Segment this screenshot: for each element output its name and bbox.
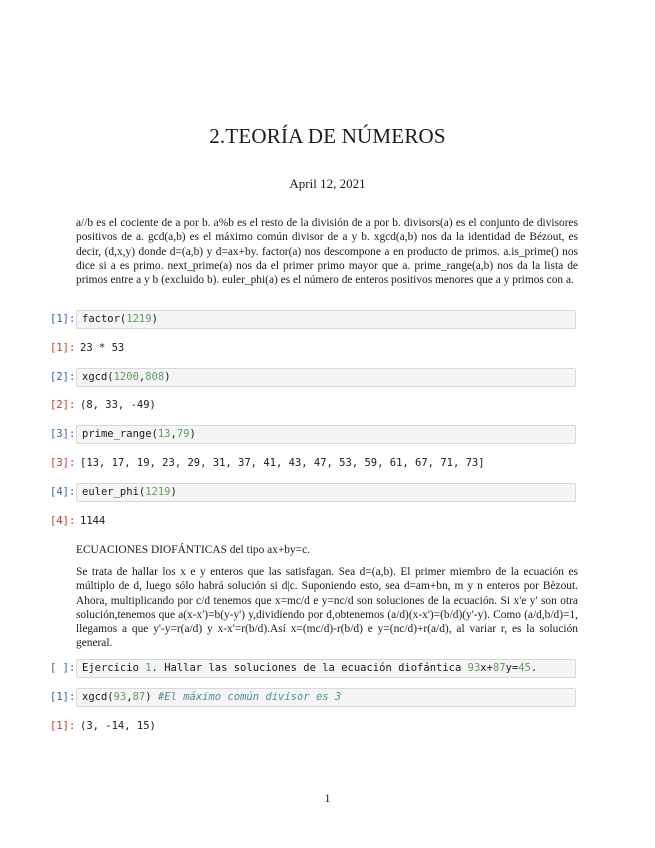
page-title: 2.TEORÍA DE NÚMEROS bbox=[209, 124, 446, 148]
exercise-number: 45 bbox=[518, 662, 531, 674]
code-func: prime_range( bbox=[82, 428, 158, 440]
code-sep: , bbox=[126, 691, 133, 703]
code-number: 1200 bbox=[113, 371, 139, 383]
cell-2-out-prompt: [2]: bbox=[50, 399, 76, 411]
code-func: xgcd( bbox=[82, 691, 114, 703]
intro-paragraph: a//b es el cociente de a por b. a%b es el resto de la división de a por b. divisors(a) es el conjunto de divisores positivos de a. gcd(a,b) es el máximo común divisor de a y b. xgcd(a,b) nos da la identidad de Bézout, es decir, (d,x,y) donde d=(a,b) y d=ax+by. factor(a) nos descompone a en producto de primos. a.is_prime() nos dice si a es primo. next_prime(a) nos da el primer primo mayor que a. prime_range(a,b) nos da la lista de primos entre a y b (excluido b). euler_phi(a) es el número de enteros positivos menores que a y primos con a. bbox=[76, 217, 578, 287]
cell-3-in-prompt: [3]: bbox=[50, 428, 76, 440]
cell-2-input[interactable] bbox=[76, 368, 576, 387]
xgcd-output: (3, -14, 15) bbox=[80, 720, 156, 732]
xgcd-out-prompt: [1]: bbox=[50, 720, 76, 732]
exercise-cell-input[interactable] bbox=[76, 659, 576, 678]
cell-3-out-prompt: [3]: bbox=[50, 457, 76, 469]
cell-1-input[interactable] bbox=[76, 310, 576, 329]
exercise-number: 93 bbox=[467, 662, 481, 674]
code-number: 79 bbox=[176, 428, 190, 440]
code-number: 1219 bbox=[126, 313, 152, 325]
code-func: euler_phi( bbox=[82, 486, 146, 498]
code-close: ) bbox=[151, 313, 158, 325]
cell-2-output: (8, 33, -49) bbox=[80, 399, 156, 411]
code-close: ) bbox=[164, 371, 171, 383]
code-number: 13 bbox=[157, 428, 171, 440]
cell-3-output: [13, 17, 19, 23, 29, 31, 37, 41, 43, 47, 53, 59, 61, 67, 71, 73] bbox=[80, 457, 485, 469]
cell-4-output: 1144 bbox=[80, 515, 106, 527]
exercise-text: . bbox=[530, 662, 538, 674]
code-number: 93 bbox=[113, 691, 127, 703]
page-number: 1 bbox=[324, 793, 331, 805]
code-func: factor( bbox=[82, 313, 127, 325]
section-heading: ECUACIONES DIOFÁNTICAS del tipo ax+by=c. bbox=[76, 544, 311, 556]
code-close: ) bbox=[189, 428, 196, 440]
code-func: xgcd( bbox=[82, 371, 114, 383]
cell-4-in-prompt: [4]: bbox=[50, 486, 76, 498]
code-close: ) bbox=[145, 691, 158, 703]
cell-3-input[interactable] bbox=[76, 425, 576, 444]
code-sep: , bbox=[170, 428, 177, 440]
exercise-text: x+ bbox=[480, 662, 493, 674]
exercise-text: y= bbox=[505, 662, 519, 674]
exercise-text: Ejercicio bbox=[82, 662, 146, 674]
xgcd-cell-input[interactable] bbox=[76, 688, 576, 707]
exercise-text: . Hallar las soluciones de la ecuación diofántica bbox=[151, 662, 468, 674]
xgcd-in-prompt: [1]: bbox=[50, 691, 76, 703]
code-number: 1219 bbox=[145, 486, 171, 498]
cell-1-out-prompt: [1]: bbox=[50, 342, 76, 354]
page-date: April 12, 2021 bbox=[289, 176, 366, 191]
cell-1-in-prompt: [1]: bbox=[50, 313, 76, 325]
exercise-number: 1 bbox=[145, 662, 152, 674]
code-close: ) bbox=[170, 486, 177, 498]
cell-4-out-prompt: [4]: bbox=[50, 515, 76, 527]
exercise-in-prompt: [ ]: bbox=[50, 662, 76, 674]
cell-1-output: 23 * 53 bbox=[80, 342, 125, 354]
code-number: 87 bbox=[132, 691, 146, 703]
code-number: 808 bbox=[145, 371, 165, 383]
exercise-number: 87 bbox=[492, 662, 506, 674]
code-comment: #El máximo común divisor es 3 bbox=[157, 691, 342, 703]
cell-4-input[interactable] bbox=[76, 483, 576, 502]
code-sep: , bbox=[138, 371, 146, 383]
cell-2-in-prompt: [2]: bbox=[50, 371, 76, 383]
section-body: Se trata de hallar los x e y enteros que las satisfagan. Sea d=(a,b). El primer miembro de la ecuación es múltiplo de d, luego sólo habrá solución si d|c. Suponiendo esto, sea d=am+bn, m y n enteros por Bèzout. Ahora, multiplicando por c/d tenemos que x=mc/d e y=nc/d son soluciones de la ecuación. Si x'e y' son otra solución,tenemos que a(x-x')=b(y-y') y,dividiendo por d,obtenemos (a/d)(x-x')=(b/d)(y'-y). Como (a/d,b/d)=1, llegamos a que y'-y=r(a/d) y x-x'=r(b/d).Así x=(mc/d)-r(b/d) e y=(nc/d)+r(a/d), al variar r, es la solución general. bbox=[76, 566, 578, 650]
